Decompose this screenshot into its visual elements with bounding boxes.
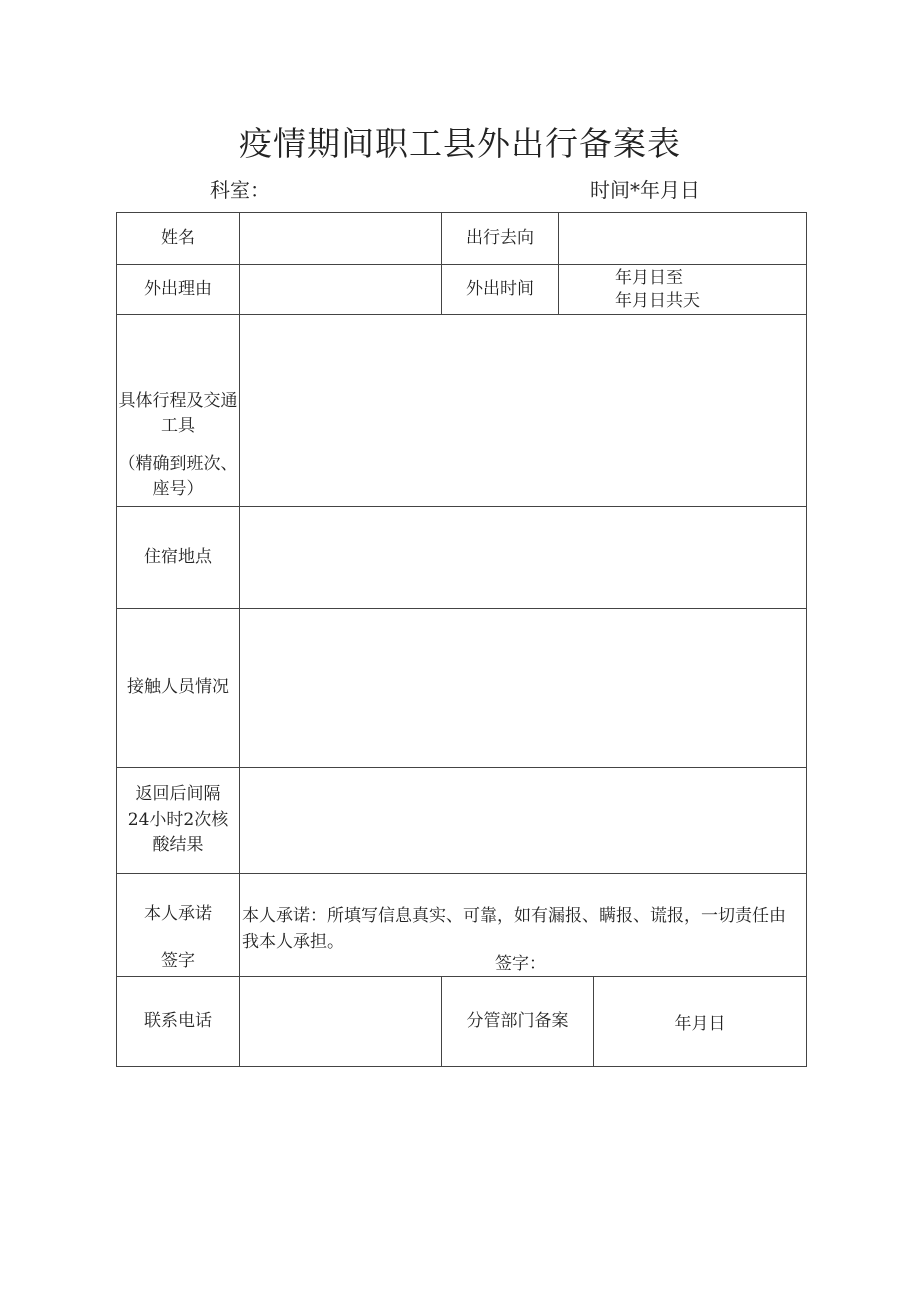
nucleic-label-line3: 酸结果 <box>152 835 204 856</box>
promise-cell[interactable] <box>240 874 807 977</box>
phone-label: 联系电话 <box>117 977 240 1067</box>
destination-field[interactable] <box>559 213 807 265</box>
reason-field[interactable] <box>240 265 442 315</box>
nucleic-test-label <box>117 768 240 874</box>
dept-record-date[interactable]: 年月日 <box>594 977 807 1067</box>
nucleic-test-field[interactable] <box>240 768 807 874</box>
contacts-label: 接触人员情况 <box>117 609 240 768</box>
itinerary-label <box>117 315 240 507</box>
destination-label: 出行去向 <box>442 213 559 265</box>
table-row <box>117 213 807 265</box>
table-row <box>117 315 807 507</box>
name-label: 姓名 <box>117 213 240 265</box>
table-row <box>117 507 807 609</box>
date-label: 时间*年月日 <box>590 178 700 202</box>
record-form-table <box>116 212 807 1067</box>
department-label: 科室： <box>210 178 270 202</box>
out-time-line1: 年月日至 <box>615 267 683 288</box>
promise-label: 本人承诺 <box>144 904 212 924</box>
contacts-field[interactable] <box>240 609 807 768</box>
table-row <box>117 977 807 1067</box>
table-row <box>117 609 807 768</box>
itinerary-label-main: 具体行程及交通工具 <box>118 390 238 436</box>
promise-signature-field[interactable]: 签字： <box>495 954 546 974</box>
dept-record-label: 分管部门备案 <box>442 977 594 1067</box>
out-time-line2: 年月日共天 <box>615 290 700 311</box>
lodging-label: 住宿地点 <box>117 507 240 609</box>
table-row <box>117 874 807 977</box>
reason-label: 外出理由 <box>117 265 240 315</box>
itinerary-field[interactable] <box>240 315 807 507</box>
itinerary-label-note: （精确到班次、座号） <box>118 453 238 499</box>
promise-text: 本人承诺：所填写信息真实、可靠，如有漏报、瞒报、谎报，一切责任由我本人承担。 <box>242 906 786 952</box>
page-title: 疫情期间职工县外出行备案表 <box>239 124 681 163</box>
promise-label-cell <box>117 874 240 977</box>
out-time-label: 外出时间 <box>442 265 559 315</box>
name-field[interactable] <box>240 213 442 265</box>
out-time-field[interactable] <box>559 265 807 315</box>
nucleic-label-line1: 返回后间隔 <box>135 784 221 805</box>
promise-sign-label: 签字 <box>161 950 195 971</box>
nucleic-label-line2: 24小时2次核 <box>127 809 229 830</box>
table-row <box>117 768 807 874</box>
phone-field[interactable] <box>240 977 442 1067</box>
lodging-field[interactable] <box>240 507 807 609</box>
table-row <box>117 265 807 315</box>
